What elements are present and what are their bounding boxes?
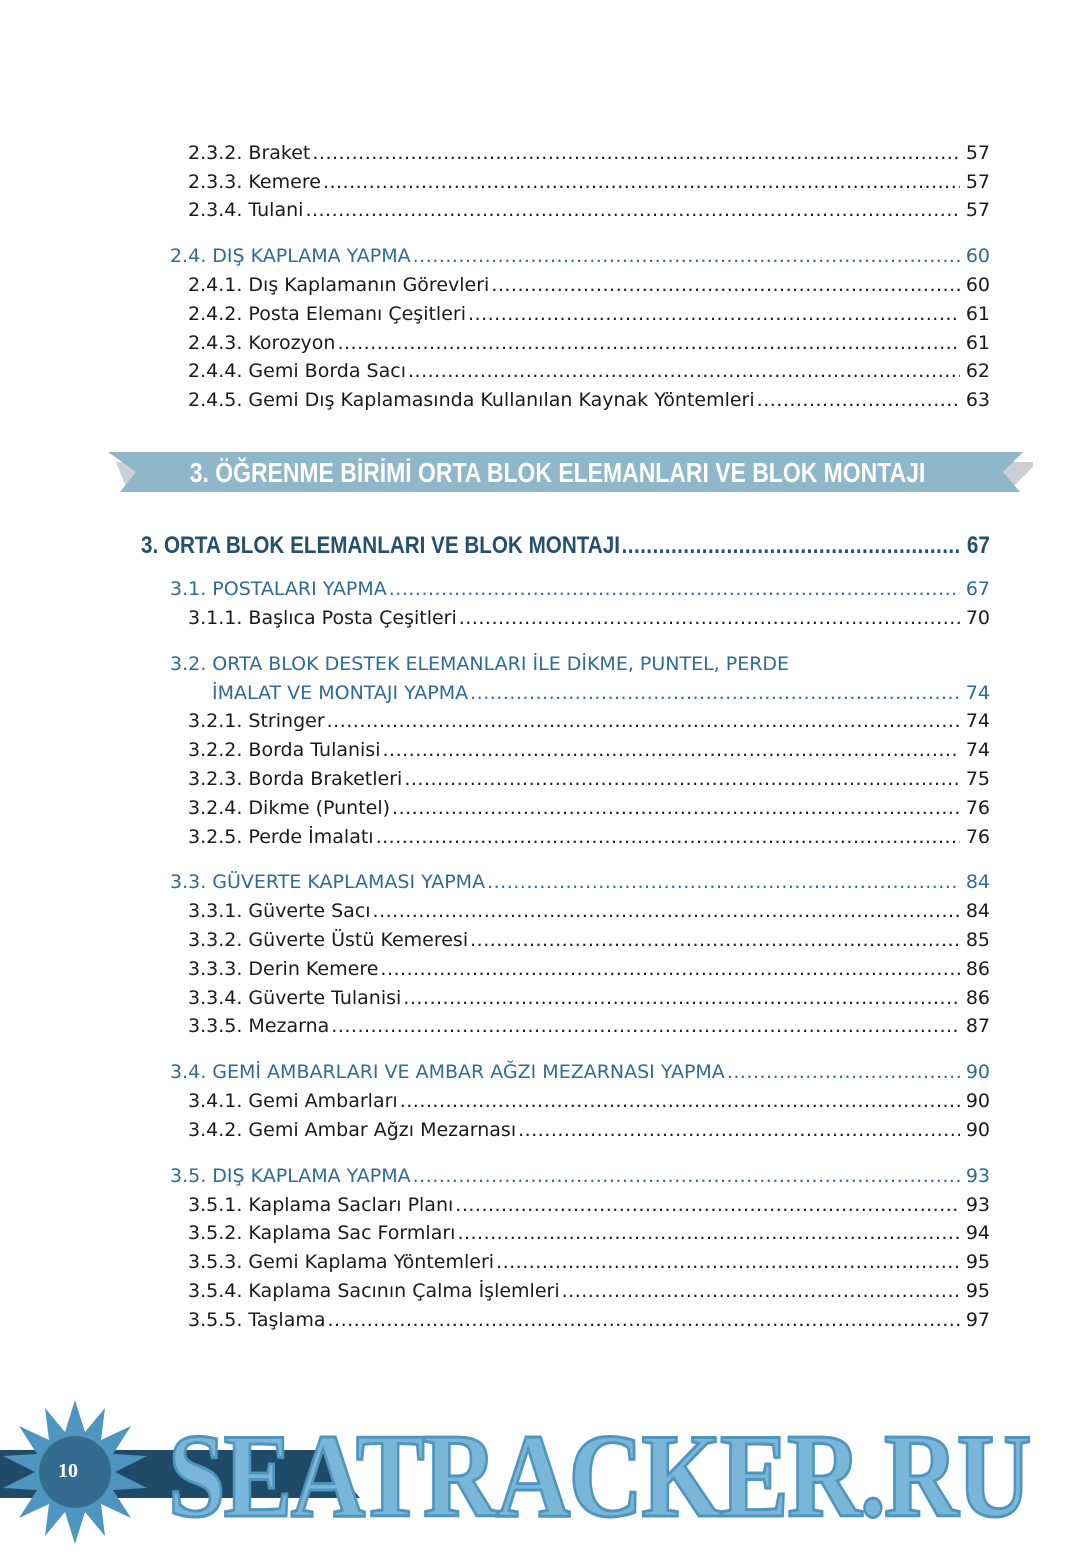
toc-label: 2.4.1. Dış Kaplamanın Görevleri: [188, 274, 490, 296]
toc-label: 3.1. POSTALARI YAPMA: [170, 578, 387, 600]
toc-entry-3-5-1[interactable]: [188, 1191, 990, 1219]
toc-entry-3-2-3[interactable]: [188, 765, 990, 793]
toc-label: 2.3.4. Tulani: [188, 199, 304, 221]
toc-entry-2-3-2[interactable]: [188, 139, 990, 167]
toc-label: 3.5.4. Kaplama Sacının Çalma İşlemleri: [188, 1280, 560, 1302]
toc-entry-3-2-5[interactable]: [188, 823, 990, 851]
leader-dots: [400, 1087, 960, 1115]
toc-entry-3-3-2[interactable]: [188, 926, 990, 954]
toc-label: 2.4. DIŞ KAPLAMA YAPMA: [170, 245, 411, 267]
toc-page: 93: [965, 1165, 990, 1187]
leader-dots: [413, 242, 960, 270]
toc-entry-3-4-1[interactable]: [188, 1087, 990, 1115]
toc-entry-3-3-5[interactable]: [188, 1012, 990, 1040]
watermark-text: SEATRACKER.RU: [168, 1409, 1030, 1542]
toc-label: 3.2.2. Borda Tulanisi: [188, 739, 381, 761]
toc-section-3-4[interactable]: [170, 1058, 990, 1086]
leader-dots: [305, 196, 959, 224]
toc-section-3-2[interactable]: [212, 679, 990, 707]
page-number: 10: [58, 1460, 78, 1482]
toc-label: 3.3.1. Güverte Sacı: [188, 900, 371, 922]
leader-dots: [408, 357, 960, 385]
leader-dots: [727, 1058, 960, 1086]
toc-label: 3.4. GEMİ AMBARLARI VE AMBAR AĞZI MEZARNASI YAPMA: [170, 1061, 725, 1083]
toc-section-3-5[interactable]: [170, 1162, 990, 1190]
toc-entry-3-2-2[interactable]: [188, 736, 990, 764]
toc-page: 74: [965, 710, 990, 732]
toc-label: 3.3.5. Mezarna: [188, 1015, 330, 1037]
toc-page: 86: [965, 958, 990, 980]
toc-entry-2-4-1[interactable]: [188, 271, 990, 299]
toc-page: 67: [965, 578, 990, 600]
leader-dots: [383, 736, 960, 764]
leader-dots: [468, 300, 960, 328]
toc-page: 74: [965, 739, 990, 761]
unit-banner-title: 3. ÖĞRENME BİRİMİ ORTA BLOK ELEMANLARI VE BLOK MONTAJI: [189, 457, 926, 488]
toc-entry-3-1-1[interactable]: [188, 604, 990, 632]
toc-page: 60: [965, 274, 990, 296]
leader-dots: [496, 1248, 960, 1276]
toc-page: 93: [965, 1194, 990, 1216]
toc-label: 3.3. GÜVERTE KAPLAMASI YAPMA: [170, 871, 486, 893]
leader-dots: [457, 1219, 959, 1247]
toc-section-3-2-line1[interactable]: 3.2. ORTA BLOK DESTEK ELEMANLARI İLE DİKME, PUNTEL, PERDE: [170, 653, 790, 675]
toc-page: 97: [965, 1309, 990, 1331]
leader-dots: [459, 604, 960, 632]
toc-label: 3.2.3. Borda Braketleri: [188, 768, 403, 790]
toc-label: 2.4.2. Posta Elemanı Çeşitleri: [188, 303, 466, 325]
toc-label: 3.5.1. Kaplama Sacları Planı: [188, 1194, 454, 1216]
toc-label: 3.3.3. Derin Kemere: [188, 958, 379, 980]
toc-page: 87: [965, 1015, 990, 1037]
toc-label: İMALAT VE MONTAJI YAPMA: [212, 682, 469, 704]
toc-entry-2-3-4[interactable]: [188, 196, 990, 224]
toc-section-3-3[interactable]: [170, 868, 990, 896]
leader-dots: [331, 1012, 960, 1040]
leader-dots: [757, 386, 960, 414]
toc-label: 3.2.4. Dikme (Puntel): [188, 797, 391, 819]
toc-entry-3-5-5[interactable]: [188, 1306, 990, 1334]
toc-page: 61: [965, 332, 990, 354]
toc-entry-3-3-4[interactable]: [188, 984, 990, 1012]
toc-label: 3.3.4. Güverte Tulanisi: [188, 987, 402, 1009]
toc-page: 74: [965, 682, 990, 704]
toc-label: 2.4.4. Gemi Borda Sacı: [188, 360, 406, 382]
leader-dots: [392, 794, 960, 822]
toc-entry-2-4-4[interactable]: [188, 357, 990, 385]
toc-page: 57: [965, 171, 990, 193]
toc-label: 3.2.1. Stringer: [188, 710, 325, 732]
toc-entry-3-2-4[interactable]: [188, 794, 990, 822]
toc-label: 3.4.1. Gemi Ambarları: [188, 1090, 398, 1112]
toc-label: 2.4.5. Gemi Dış Kaplamasında Kullanılan Kaynak Yöntemleri: [188, 389, 755, 411]
toc-chapter-3[interactable]: [141, 529, 990, 563]
toc-page: 95: [965, 1280, 990, 1302]
toc-label: 3.4.2. Gemi Ambar Ağzı Mezarnası: [188, 1119, 517, 1141]
toc-entry-3-2-1[interactable]: [188, 707, 990, 735]
leader-dots: [312, 139, 959, 167]
toc-section-3-1[interactable]: [170, 575, 990, 603]
toc-page: 63: [965, 389, 990, 411]
toc-entry-3-5-3[interactable]: [188, 1248, 990, 1276]
leader-dots: [518, 1116, 960, 1144]
toc-page: 76: [965, 826, 990, 848]
toc-page: 86: [965, 987, 990, 1009]
toc-page: 70: [965, 607, 990, 629]
toc-page: 61: [965, 303, 990, 325]
toc-entry-2-4-2[interactable]: [188, 300, 990, 328]
leader-dots: [373, 897, 960, 925]
toc-page: 75: [965, 768, 990, 790]
leader-dots: [470, 926, 960, 954]
leader-dots: [380, 955, 959, 983]
toc-page: 94: [965, 1222, 990, 1244]
leader-dots: [470, 679, 960, 707]
toc-page: 76: [965, 797, 990, 819]
leader-dots: [389, 575, 960, 603]
toc-label: 3.5.5. Taşlama: [188, 1309, 326, 1331]
toc-entry-2-4-3[interactable]: [188, 329, 990, 357]
leader-dots: [337, 329, 959, 357]
toc-entry-3-3-3[interactable]: [188, 955, 990, 983]
toc-entry-3-5-2[interactable]: [188, 1219, 990, 1247]
toc-page: 95: [965, 1251, 990, 1273]
toc-section-2-4[interactable]: [170, 242, 990, 270]
toc-label: 3. ORTA BLOK ELEMANLARI VE BLOK MONTAJI: [141, 532, 620, 559]
leader-dots: [491, 271, 960, 299]
toc-page: 90: [965, 1119, 990, 1141]
leader-dots: [376, 823, 960, 851]
toc-label: 3.2.5. Perde İmalatı: [188, 826, 374, 848]
leader-dots: [404, 765, 959, 793]
toc-label: 2.3.2. Braket: [188, 142, 311, 164]
leader-dots: [562, 1277, 960, 1305]
toc-page: 57: [965, 142, 990, 164]
leader-dots: [622, 529, 962, 563]
toc-label: 3.1.1. Başlıca Posta Çeşitleri: [188, 607, 457, 629]
toc-entry-2-4-5[interactable]: [188, 386, 990, 414]
toc-page: 67: [966, 532, 990, 559]
toc-label: 3.5.3. Gemi Kaplama Yöntemleri: [188, 1251, 495, 1273]
toc-entry-2-3-3[interactable]: [188, 168, 990, 196]
leader-dots: [328, 1306, 960, 1334]
toc-label: 3.5. DIŞ KAPLAMA YAPMA: [170, 1165, 411, 1187]
toc-page: 90: [965, 1090, 990, 1112]
toc-page: 84: [965, 900, 990, 922]
toc-page: 84: [965, 871, 990, 893]
toc-entry-3-4-2[interactable]: [188, 1116, 990, 1144]
leader-dots: [327, 707, 960, 735]
leader-dots: [403, 984, 960, 1012]
leader-dots: [323, 168, 960, 196]
toc-entry-3-5-4[interactable]: [188, 1277, 990, 1305]
leader-dots: [487, 868, 960, 896]
toc-label: 2.4.3. Korozyon: [188, 332, 336, 354]
toc-label: 3.3.2. Güverte Üstü Kemeresi: [188, 929, 469, 951]
toc-page: 60: [965, 245, 990, 267]
toc-page: 90: [965, 1061, 990, 1083]
toc-label: 2.3.3. Kemere: [188, 171, 321, 193]
leader-dots: [413, 1162, 960, 1190]
toc-page: 57: [965, 199, 990, 221]
toc-entry-3-3-1[interactable]: [188, 897, 990, 925]
toc-page: 62: [965, 360, 990, 382]
leader-dots: [455, 1191, 960, 1219]
toc-label: 3.5.2. Kaplama Sac Formları: [188, 1222, 456, 1244]
toc-page: 85: [965, 929, 990, 951]
